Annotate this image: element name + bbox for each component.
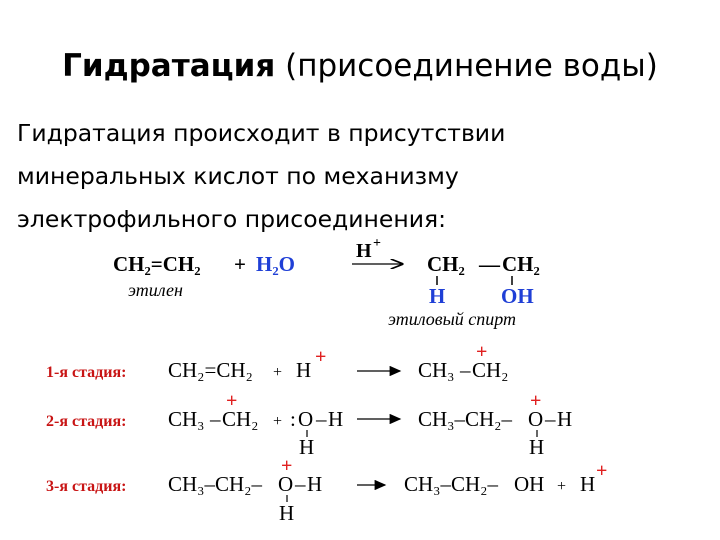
stage-2-reactant-charge: + [226, 390, 238, 412]
body-line-1: Гидратация происходит в присутствии [17, 119, 506, 147]
product-bond: — [479, 252, 500, 276]
stage-3-charge: + [596, 460, 608, 482]
stage-1-label: 1-я стадия: [46, 364, 127, 381]
stage-2-product-charge: + [530, 390, 542, 412]
stage-1 [46, 341, 509, 382]
body-line-3: электрофильного присоединения: [17, 205, 447, 233]
stage-3-product-prefix: CH₃–CH₂– [404, 472, 498, 496]
stage-2-plus: + [273, 413, 283, 430]
stage-2-water-o: O [298, 407, 314, 431]
product-oh: OH [501, 284, 534, 308]
stage-3-reactant-h: H [307, 472, 323, 496]
stage-2-water-h: H [328, 407, 344, 431]
stage-3-product-oh: OH [514, 472, 545, 496]
catalyst-plus: + [373, 236, 381, 251]
stage-2-reactant-dash: – [210, 407, 221, 431]
overall-plus: + [234, 252, 246, 276]
stage-1-plus: + [273, 364, 283, 381]
stage-1-product-charge: + [476, 341, 488, 363]
stage-3-plus: + [557, 478, 567, 495]
stage-3 [46, 455, 607, 525]
stage-1-charge: + [315, 346, 327, 368]
product-ch2-right: CH₂ [502, 252, 540, 276]
stage-2 [46, 390, 572, 459]
stage-2-colon: : [290, 407, 296, 431]
stage-2-product-prefix: CH₃–CH₂– [418, 407, 512, 431]
stage-1-reactant: CH₂=CH₂ [168, 358, 253, 382]
stage-1-product-left: CH₃ [418, 358, 455, 382]
catalyst-h: H [356, 240, 372, 262]
stage-1-product-right: CH₂ [472, 358, 509, 382]
stage-2-water-bond: – [316, 407, 327, 431]
stage-2-product-bond: – [545, 407, 556, 431]
stage-2-reactant-left: CH₃ [168, 407, 205, 431]
title-bold: Гидратация [62, 48, 276, 84]
stage-2-product-o: O [528, 407, 544, 431]
stage-2-product-h-below: H [529, 435, 545, 459]
stage-1-h: H [296, 358, 312, 382]
water-formula: H₂O [256, 252, 295, 276]
stage-1-product-dash: – [460, 358, 471, 382]
stage-2-product-h: H [557, 407, 573, 431]
stage-3-reactant-o: O [278, 472, 294, 496]
stage-3-reactant-bond: – [295, 472, 306, 496]
product-ch2-left: CH₂ [427, 252, 465, 276]
stage-3-reactant-h-below: H [279, 501, 295, 525]
body-line-2: минеральных кислот по механизму [17, 162, 459, 190]
stage-3-label: 3-я стадия: [46, 478, 127, 495]
title-rest: (присоединение воды) [285, 48, 658, 84]
label-ethylene: этилен [128, 280, 183, 300]
stage-3-reactant-prefix: CH₃–CH₂– [168, 472, 262, 496]
product-h: H [429, 284, 446, 308]
ethylene-formula: CH₂=CH₂ [113, 252, 201, 276]
stage-2-reactant-right: CH₂ [222, 407, 259, 431]
stage-3-reactant-charge: + [281, 455, 293, 477]
overall-reaction [113, 236, 540, 329]
label-ethanol: этиловый спирт [388, 309, 517, 329]
stage-2-label: 2-я стадия: [46, 413, 127, 430]
stage-2-water-h-below: H [299, 435, 315, 459]
stage-3-h: H [580, 472, 596, 496]
